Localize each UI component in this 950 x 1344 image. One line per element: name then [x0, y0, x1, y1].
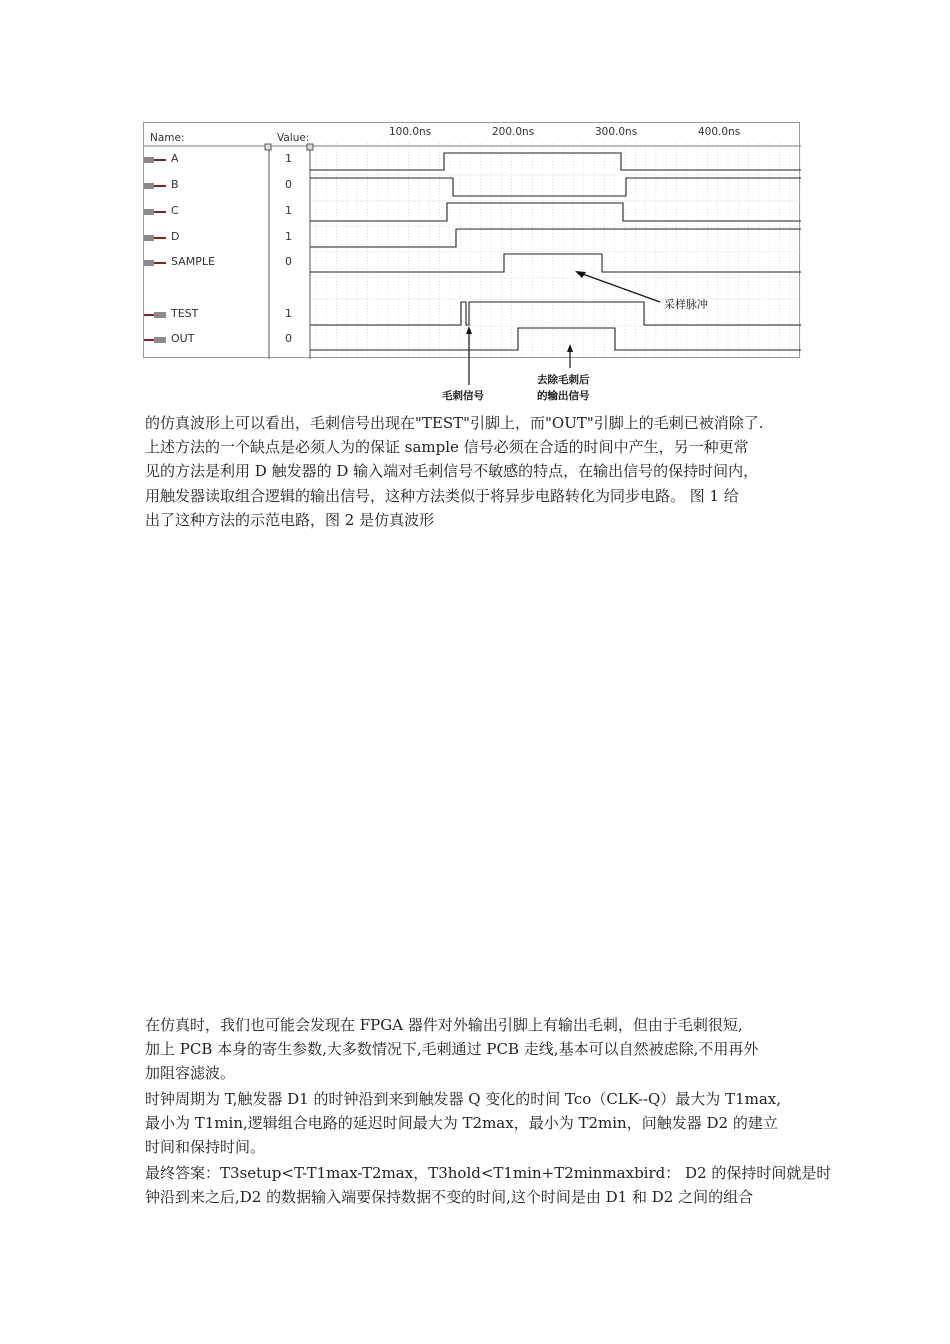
sample-pulse-label: 采样脉冲	[664, 298, 708, 311]
signal-value-out: 0	[285, 332, 292, 345]
glitch-label: 毛刺信号	[442, 390, 484, 402]
text-line: 在仿真时，我们也可能会发现在 FPGA 器件对外输出引脚上有输出毛刺，但由于毛刺很短,	[145, 1016, 743, 1034]
signal-value-a: 1	[285, 152, 292, 165]
text-line: 最终答案：T3setup<T-T1max-T2max，T3hold<T1min+T2minmaxbird： D2 的保持时间就是时	[145, 1164, 832, 1182]
paragraph-2	[145, 1013, 807, 1086]
value-column-header: Value:	[277, 132, 310, 144]
signal-value-test: 1	[285, 307, 292, 320]
signal-name-sample: SAMPLE	[171, 255, 215, 268]
text-line: 时间和保持时间。	[145, 1138, 266, 1157]
text-line: 加阻容滤波。	[145, 1064, 236, 1083]
sample-pulse-arrow	[580, 273, 660, 302]
deglitched-label-line1: 去除毛刺后	[537, 374, 590, 386]
text-line: 上述方法的一个缺点是必须人为的保证 sample 信号必须在合适的时间中产生，另一种更常	[145, 438, 749, 457]
deglitched-arrowhead	[567, 344, 573, 352]
signal-value-c: 1	[285, 204, 292, 217]
signal-name-b: B	[171, 178, 179, 191]
signal-value-d: 1	[285, 230, 292, 243]
signal-value-sample: 0	[285, 255, 292, 268]
text-line: 最小为 T1min,逻辑组合电路的延迟时间最大为 T2max，最小为 T2min，问触发器 D2 的建立	[145, 1114, 778, 1133]
signal-name-out: OUT	[171, 332, 195, 345]
glitch-arrowhead	[466, 326, 472, 334]
time-tick-label: 400.0ns	[698, 126, 741, 138]
signal-name-d: D	[171, 230, 180, 243]
time-tick-label: 300.0ns	[595, 126, 638, 138]
signal-name-c: C	[171, 204, 179, 217]
deglitched-label-line2: 的输出信号	[537, 390, 590, 402]
annotation-arrows	[0, 0, 950, 420]
time-tick-label: 100.0ns	[389, 126, 432, 138]
text-line: 时钟周期为 T,触发器 D1 的时钟沿到来到触发器 Q 变化的时间 Tco（CLK--Q）最大为 T1max,	[145, 1090, 782, 1108]
paragraph-3	[145, 1087, 807, 1160]
text-line: 出了这种方法的示范电路，图 2 是仿真波形	[145, 510, 435, 529]
time-tick-label: 200.0ns	[492, 126, 535, 138]
text-line: 钟沿到来之后,D2 的数据输入端要保持数据不变的时间,这个时间是由 D1 和 D2 之间的组合	[145, 1188, 754, 1207]
paragraph-1	[145, 411, 807, 532]
text-line: 用触发器读取组合逻辑的输出信号，这种方法类似于将异步电路转化为同步电路。 图 1 给	[145, 486, 739, 505]
text-line: 的仿真波形上可以看出，毛刺信号出现在"TEST"引脚上，而"OUT"引脚上的毛刺已被消除了.	[145, 414, 764, 432]
signal-value-b: 0	[285, 178, 292, 191]
text-line: 见的方法是利用 D 触发器的 D 输入端对毛刺信号不敏感的特点，在输出信号的保持时间内，	[145, 462, 759, 481]
text-line: 加上 PCB 本身的寄生参数,大多数情况下,毛刺通过 PCB 走线,基本可以自然被虑除,不用再外	[145, 1040, 759, 1059]
paragraph-4	[145, 1161, 832, 1209]
signal-name-a: A	[171, 152, 179, 165]
signal-name-test: TEST	[171, 307, 199, 320]
name-column-header: Name:	[150, 132, 185, 144]
